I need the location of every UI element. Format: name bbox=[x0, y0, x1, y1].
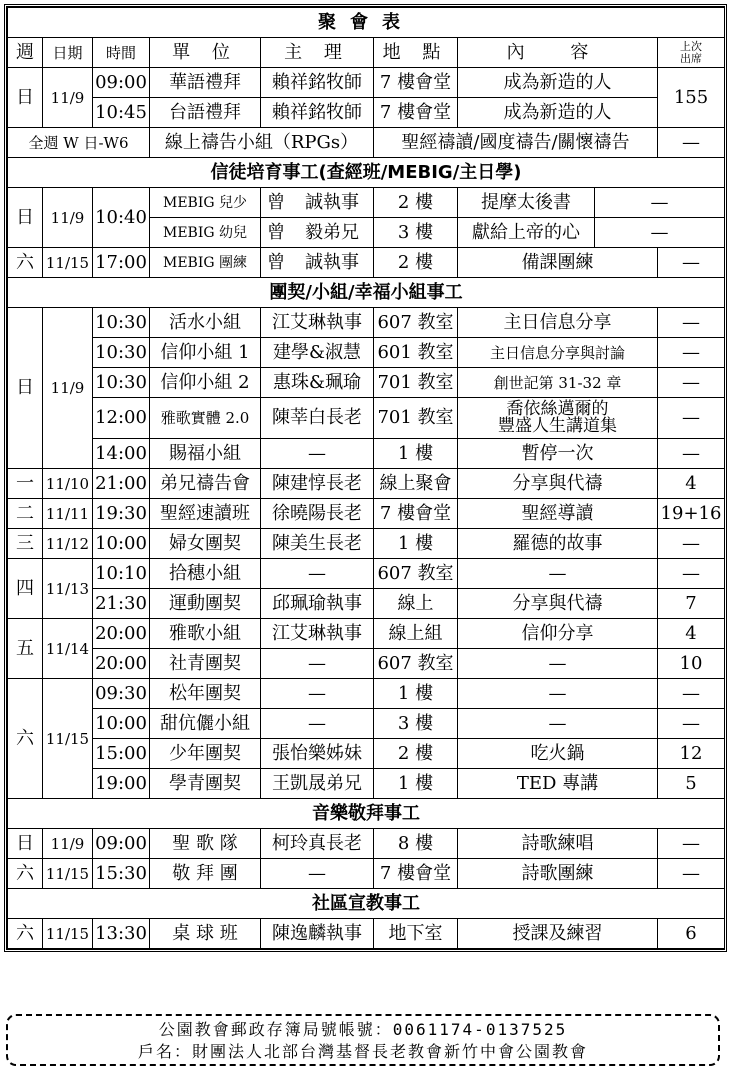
header-last-line2: 出席 bbox=[680, 51, 702, 65]
day-cell: 五 bbox=[8, 619, 43, 679]
attendance-cell: 4 bbox=[658, 619, 725, 649]
table-row bbox=[8, 469, 725, 499]
place-cell: 701 教室 bbox=[374, 398, 458, 439]
day-cell: 日 bbox=[8, 829, 43, 859]
content-cell: 主日信息分享 bbox=[458, 308, 658, 338]
place-cell: 8 樓 bbox=[374, 829, 458, 859]
place-cell: 線上組 bbox=[374, 619, 458, 649]
host-cell: — bbox=[261, 679, 374, 709]
unit-cell: 甜伉儷小組 bbox=[150, 709, 261, 739]
host-name: 誠執事 bbox=[305, 251, 359, 273]
unit-cell: 弟兄禱告會 bbox=[150, 469, 261, 499]
host-cell: 江艾琳執事 bbox=[261, 619, 374, 649]
day-cell: 一 bbox=[8, 469, 43, 499]
unit-cell: MEBIG 幼兒 bbox=[150, 218, 261, 248]
time-cell: 09:00 bbox=[93, 68, 150, 98]
host-cell: 徐曉陽長老 bbox=[261, 499, 374, 529]
attendance-cell: 4 bbox=[658, 469, 725, 499]
host-cell: 張怡樂姊妹 bbox=[261, 739, 374, 769]
attendance-cell: — bbox=[658, 829, 725, 859]
place-cell: 3 樓 bbox=[374, 709, 458, 739]
host-cell: 建學&淑慧 bbox=[261, 338, 374, 368]
time-cell: 10:40 bbox=[93, 188, 150, 248]
section-row bbox=[8, 158, 725, 188]
host-cell: — bbox=[261, 649, 374, 679]
section-title-community: 社區宣教事工 bbox=[8, 889, 725, 919]
attendance-text: — bbox=[595, 188, 725, 217]
header-row bbox=[8, 38, 725, 68]
content-cell: 聖經導讀 bbox=[458, 499, 658, 529]
donation-footer bbox=[6, 1014, 720, 1066]
unit-cell: 台語禮拜 bbox=[150, 98, 261, 128]
host-cell: — bbox=[261, 559, 374, 589]
time-cell: 20:00 bbox=[93, 649, 150, 679]
time-cell: 14:00 bbox=[93, 439, 150, 469]
day-cell: 二 bbox=[8, 499, 43, 529]
attendance-cell: 7 bbox=[658, 589, 725, 619]
weekly-label: 全週 W 日-W6 bbox=[8, 128, 150, 158]
date-cell: 11/15 bbox=[43, 248, 93, 278]
date-cell: 11/13 bbox=[43, 559, 93, 619]
place-cell: 線上聚會 bbox=[374, 469, 458, 499]
time-cell: 10:30 bbox=[93, 368, 150, 398]
date-cell: 11/10 bbox=[43, 469, 93, 499]
content-cell bbox=[458, 218, 725, 248]
content-cell: — bbox=[458, 709, 658, 739]
attendance-cell: — bbox=[658, 679, 725, 709]
host-cell: — bbox=[261, 439, 374, 469]
content-cell: — bbox=[458, 649, 658, 679]
page-title: 聚會表 bbox=[8, 8, 725, 38]
place-cell: 601 教室 bbox=[374, 338, 458, 368]
date-cell: 11/14 bbox=[43, 619, 93, 679]
unit-cell: 運動團契 bbox=[150, 589, 261, 619]
unit-cell: 賜福小組 bbox=[150, 439, 261, 469]
table-row bbox=[8, 338, 725, 368]
day-cell: 三 bbox=[8, 529, 43, 559]
attendance-cell: — bbox=[658, 559, 725, 589]
content-cell bbox=[458, 398, 658, 439]
day-cell: 六 bbox=[8, 859, 43, 889]
header-last-line1: 上次 bbox=[680, 39, 702, 53]
unit-cell: 雅歌小組 bbox=[150, 619, 261, 649]
host-cell: — bbox=[261, 859, 374, 889]
unit-cell: 松年團契 bbox=[150, 679, 261, 709]
table-row bbox=[8, 308, 725, 338]
table-row bbox=[8, 649, 725, 679]
place-cell: 7 樓會堂 bbox=[374, 859, 458, 889]
content-cell: 成為新造的人 bbox=[458, 68, 658, 98]
time-cell: 21:00 bbox=[93, 469, 150, 499]
date-cell: 11/11 bbox=[43, 499, 93, 529]
place-cell: 3 樓 bbox=[374, 218, 458, 248]
header-host: 主 理 bbox=[261, 38, 374, 68]
content-text: 獻給上帝的心 bbox=[472, 221, 580, 243]
attendance-cell: 155 bbox=[658, 68, 725, 128]
day-cell: 四 bbox=[8, 559, 43, 619]
content-cell: 主日信息分享與討論 bbox=[458, 338, 658, 368]
table-row bbox=[8, 439, 725, 469]
account-name-line: 戶名：財團法人北部台灣基督長老教會新竹中會公園教會 bbox=[137, 1042, 588, 1061]
time-cell: 19:00 bbox=[93, 769, 150, 799]
content-cell: 授課及練習 bbox=[458, 919, 658, 949]
content-cell: 創世記第 31-32 章 bbox=[458, 368, 658, 398]
table-row bbox=[8, 398, 725, 439]
host-surname: 曾 bbox=[267, 251, 285, 273]
place-cell: 2 樓 bbox=[374, 739, 458, 769]
table-row bbox=[8, 98, 725, 128]
unit-cell: 雅歌實體 2.0 bbox=[150, 398, 261, 439]
attendance-cell: — bbox=[658, 368, 725, 398]
header-content: 內 容 bbox=[458, 38, 658, 68]
day-cell: 六 bbox=[8, 919, 43, 949]
table-row bbox=[8, 589, 725, 619]
unit-cell: MEBIG 兒少 bbox=[150, 188, 261, 218]
time-cell: 10:45 bbox=[93, 98, 150, 128]
attendance-cell: 10 bbox=[658, 649, 725, 679]
weekly-unit: 線上禱告小組（RPGs） bbox=[150, 128, 374, 158]
place-cell: 7 樓會堂 bbox=[374, 98, 458, 128]
unit-cell: MEBIG 團練 bbox=[150, 248, 261, 278]
time-cell: 15:00 bbox=[93, 739, 150, 769]
title-row bbox=[8, 8, 725, 38]
place-cell: 2 樓 bbox=[374, 248, 458, 278]
section-title-fellowship: 團契/小組/幸福小組事工 bbox=[8, 278, 725, 308]
content-cell bbox=[458, 188, 725, 218]
date-cell: 11/15 bbox=[43, 679, 93, 799]
unit-cell: 聖經速讀班 bbox=[150, 499, 261, 529]
table-row bbox=[8, 499, 725, 529]
place-cell: 701 教室 bbox=[374, 368, 458, 398]
table-row bbox=[8, 829, 725, 859]
time-cell: 10:30 bbox=[93, 308, 150, 338]
content-cell: 分享與代禱 bbox=[458, 469, 658, 499]
section-title-music: 音樂敬拜事工 bbox=[8, 799, 725, 829]
unit-cell: 信仰小組 2 bbox=[150, 368, 261, 398]
time-cell: 17:00 bbox=[93, 248, 150, 278]
header-place: 地 點 bbox=[374, 38, 458, 68]
host-cell: 陳美生長老 bbox=[261, 529, 374, 559]
host-cell: 賴祥銘牧師 bbox=[261, 98, 374, 128]
unit-cell: 學青團契 bbox=[150, 769, 261, 799]
unit-cell: 敬 拜 團 bbox=[150, 859, 261, 889]
host-surname: 曾 bbox=[267, 191, 285, 213]
table-row bbox=[8, 559, 725, 589]
unit-cell: 婦女團契 bbox=[150, 529, 261, 559]
content-cell: — bbox=[458, 559, 658, 589]
time-cell: 12:00 bbox=[93, 398, 150, 439]
host-surname: 曾 bbox=[267, 221, 285, 243]
table-row bbox=[8, 248, 725, 278]
host-cell: 陳建惇長老 bbox=[261, 469, 374, 499]
unit-cell: 信仰小組 1 bbox=[150, 338, 261, 368]
attendance-text: — bbox=[595, 218, 725, 247]
attendance-cell: — bbox=[658, 308, 725, 338]
host-cell: 陳逸麟執事 bbox=[261, 919, 374, 949]
time-cell: 19:30 bbox=[93, 499, 150, 529]
table-row bbox=[8, 188, 725, 218]
unit-cell: 活水小組 bbox=[150, 308, 261, 338]
content-cell: 詩歌團練 bbox=[458, 859, 658, 889]
attendance-cell: — bbox=[658, 338, 725, 368]
attendance-cell: 5 bbox=[658, 769, 725, 799]
date-cell: 11/9 bbox=[43, 829, 93, 859]
time-cell: 10:00 bbox=[93, 529, 150, 559]
table-row bbox=[8, 919, 725, 949]
date-cell: 11/9 bbox=[43, 188, 93, 248]
header-date: 日期 bbox=[43, 38, 93, 68]
attendance-cell: — bbox=[658, 439, 725, 469]
table-row bbox=[8, 128, 725, 158]
attendance-cell: 6 bbox=[658, 919, 725, 949]
content-cell: 暫停一次 bbox=[458, 439, 658, 469]
host-cell: 惠珠&珮瑜 bbox=[261, 368, 374, 398]
date-cell: 11/9 bbox=[43, 308, 93, 469]
schedule-table-container bbox=[4, 4, 727, 952]
table-row bbox=[8, 709, 725, 739]
host-cell bbox=[261, 248, 374, 278]
date-cell: 11/9 bbox=[43, 68, 93, 128]
content-cell: TED 專講 bbox=[458, 769, 658, 799]
content-cell: 詩歌練唱 bbox=[458, 829, 658, 859]
content-cell: 信仰分享 bbox=[458, 619, 658, 649]
time-cell: 21:30 bbox=[93, 589, 150, 619]
content-cell: 吃火鍋 bbox=[458, 739, 658, 769]
attendance-cell: — bbox=[658, 398, 725, 439]
content-text: 提摩太後書 bbox=[481, 191, 571, 213]
place-cell: 7 樓會堂 bbox=[374, 68, 458, 98]
place-cell: 2 樓 bbox=[374, 188, 458, 218]
attendance-cell: — bbox=[658, 859, 725, 889]
place-cell: 607 教室 bbox=[374, 559, 458, 589]
place-cell: 地下室 bbox=[374, 919, 458, 949]
attendance-cell: — bbox=[658, 128, 725, 158]
time-cell: 10:30 bbox=[93, 338, 150, 368]
content-line1: 喬依絲邁爾的 bbox=[506, 399, 609, 419]
host-cell: 柯玲真長老 bbox=[261, 829, 374, 859]
section-row bbox=[8, 278, 725, 308]
attendance-cell: — bbox=[658, 709, 725, 739]
header-last-attendance bbox=[658, 38, 725, 68]
content-cell: 羅德的故事 bbox=[458, 529, 658, 559]
unit-cell: 拾穗小組 bbox=[150, 559, 261, 589]
host-cell: 陳莘白長老 bbox=[261, 398, 374, 439]
place-cell: 7 樓會堂 bbox=[374, 499, 458, 529]
host-cell: 江艾琳執事 bbox=[261, 308, 374, 338]
day-cell: 日 bbox=[8, 188, 43, 248]
day-cell: 日 bbox=[8, 308, 43, 469]
table-row bbox=[8, 769, 725, 799]
content-line2: 豐盛人生講道集 bbox=[498, 416, 617, 436]
time-cell: 20:00 bbox=[93, 619, 150, 649]
unit-cell: 聖 歌 隊 bbox=[150, 829, 261, 859]
schedule-frame bbox=[4, 4, 727, 952]
attendance-cell: — bbox=[658, 529, 725, 559]
header-week: 週 bbox=[8, 38, 43, 68]
date-cell: 11/12 bbox=[43, 529, 93, 559]
section-title-education: 信徒培育事工(查經班/MEBIG/主日學) bbox=[8, 158, 725, 188]
time-cell: 09:00 bbox=[93, 829, 150, 859]
schedule-table bbox=[7, 7, 725, 949]
content-cell: 分享與代禱 bbox=[458, 589, 658, 619]
time-cell: 15:30 bbox=[93, 859, 150, 889]
host-cell: 邱珮瑜執事 bbox=[261, 589, 374, 619]
time-cell: 10:00 bbox=[93, 709, 150, 739]
time-cell: 13:30 bbox=[93, 919, 150, 949]
day-cell: 日 bbox=[8, 68, 43, 128]
table-row bbox=[8, 739, 725, 769]
attendance-cell: 19+16 bbox=[658, 499, 725, 529]
unit-cell: 華語禮拜 bbox=[150, 68, 261, 98]
place-cell: 607 教室 bbox=[374, 308, 458, 338]
place-cell: 1 樓 bbox=[374, 679, 458, 709]
section-row bbox=[8, 889, 725, 919]
section-row bbox=[8, 799, 725, 829]
unit-cell: 桌 球 班 bbox=[150, 919, 261, 949]
table-row bbox=[8, 368, 725, 398]
place-cell: 1 樓 bbox=[374, 769, 458, 799]
attendance-cell: 12 bbox=[658, 739, 725, 769]
date-cell: 11/15 bbox=[43, 919, 93, 949]
host-name: 誠執事 bbox=[305, 191, 359, 213]
place-cell: 1 樓 bbox=[374, 529, 458, 559]
host-cell bbox=[261, 188, 374, 218]
weekly-content: 聖經禱讀/國度禱告/關懷禱告 bbox=[374, 128, 658, 158]
host-cell bbox=[261, 218, 374, 248]
table-row bbox=[8, 859, 725, 889]
time-cell: 10:10 bbox=[93, 559, 150, 589]
content-cell: 成為新造的人 bbox=[458, 98, 658, 128]
header-time: 時間 bbox=[93, 38, 150, 68]
table-row bbox=[8, 619, 725, 649]
host-cell: 王凱晟弟兄 bbox=[261, 769, 374, 799]
place-cell: 1 樓 bbox=[374, 439, 458, 469]
host-cell: 賴祥銘牧師 bbox=[261, 68, 374, 98]
place-cell: 607 教室 bbox=[374, 649, 458, 679]
table-row bbox=[8, 679, 725, 709]
date-cell: 11/15 bbox=[43, 859, 93, 889]
host-cell: — bbox=[261, 709, 374, 739]
day-cell: 六 bbox=[8, 679, 43, 799]
time-cell: 09:30 bbox=[93, 679, 150, 709]
table-row bbox=[8, 529, 725, 559]
day-cell: 六 bbox=[8, 248, 43, 278]
attendance-cell: — bbox=[658, 248, 725, 278]
content-cell: — bbox=[458, 679, 658, 709]
account-number-line: 公園教會郵政存簿局號帳號：0061174-0137525 bbox=[158, 1020, 568, 1039]
place-cell: 線上 bbox=[374, 589, 458, 619]
table-row bbox=[8, 68, 725, 98]
header-unit: 單 位 bbox=[150, 38, 261, 68]
host-name: 毅弟兄 bbox=[305, 221, 359, 243]
unit-cell: 社青團契 bbox=[150, 649, 261, 679]
unit-cell: 少年團契 bbox=[150, 739, 261, 769]
content-cell: 備課團練 bbox=[458, 248, 658, 278]
